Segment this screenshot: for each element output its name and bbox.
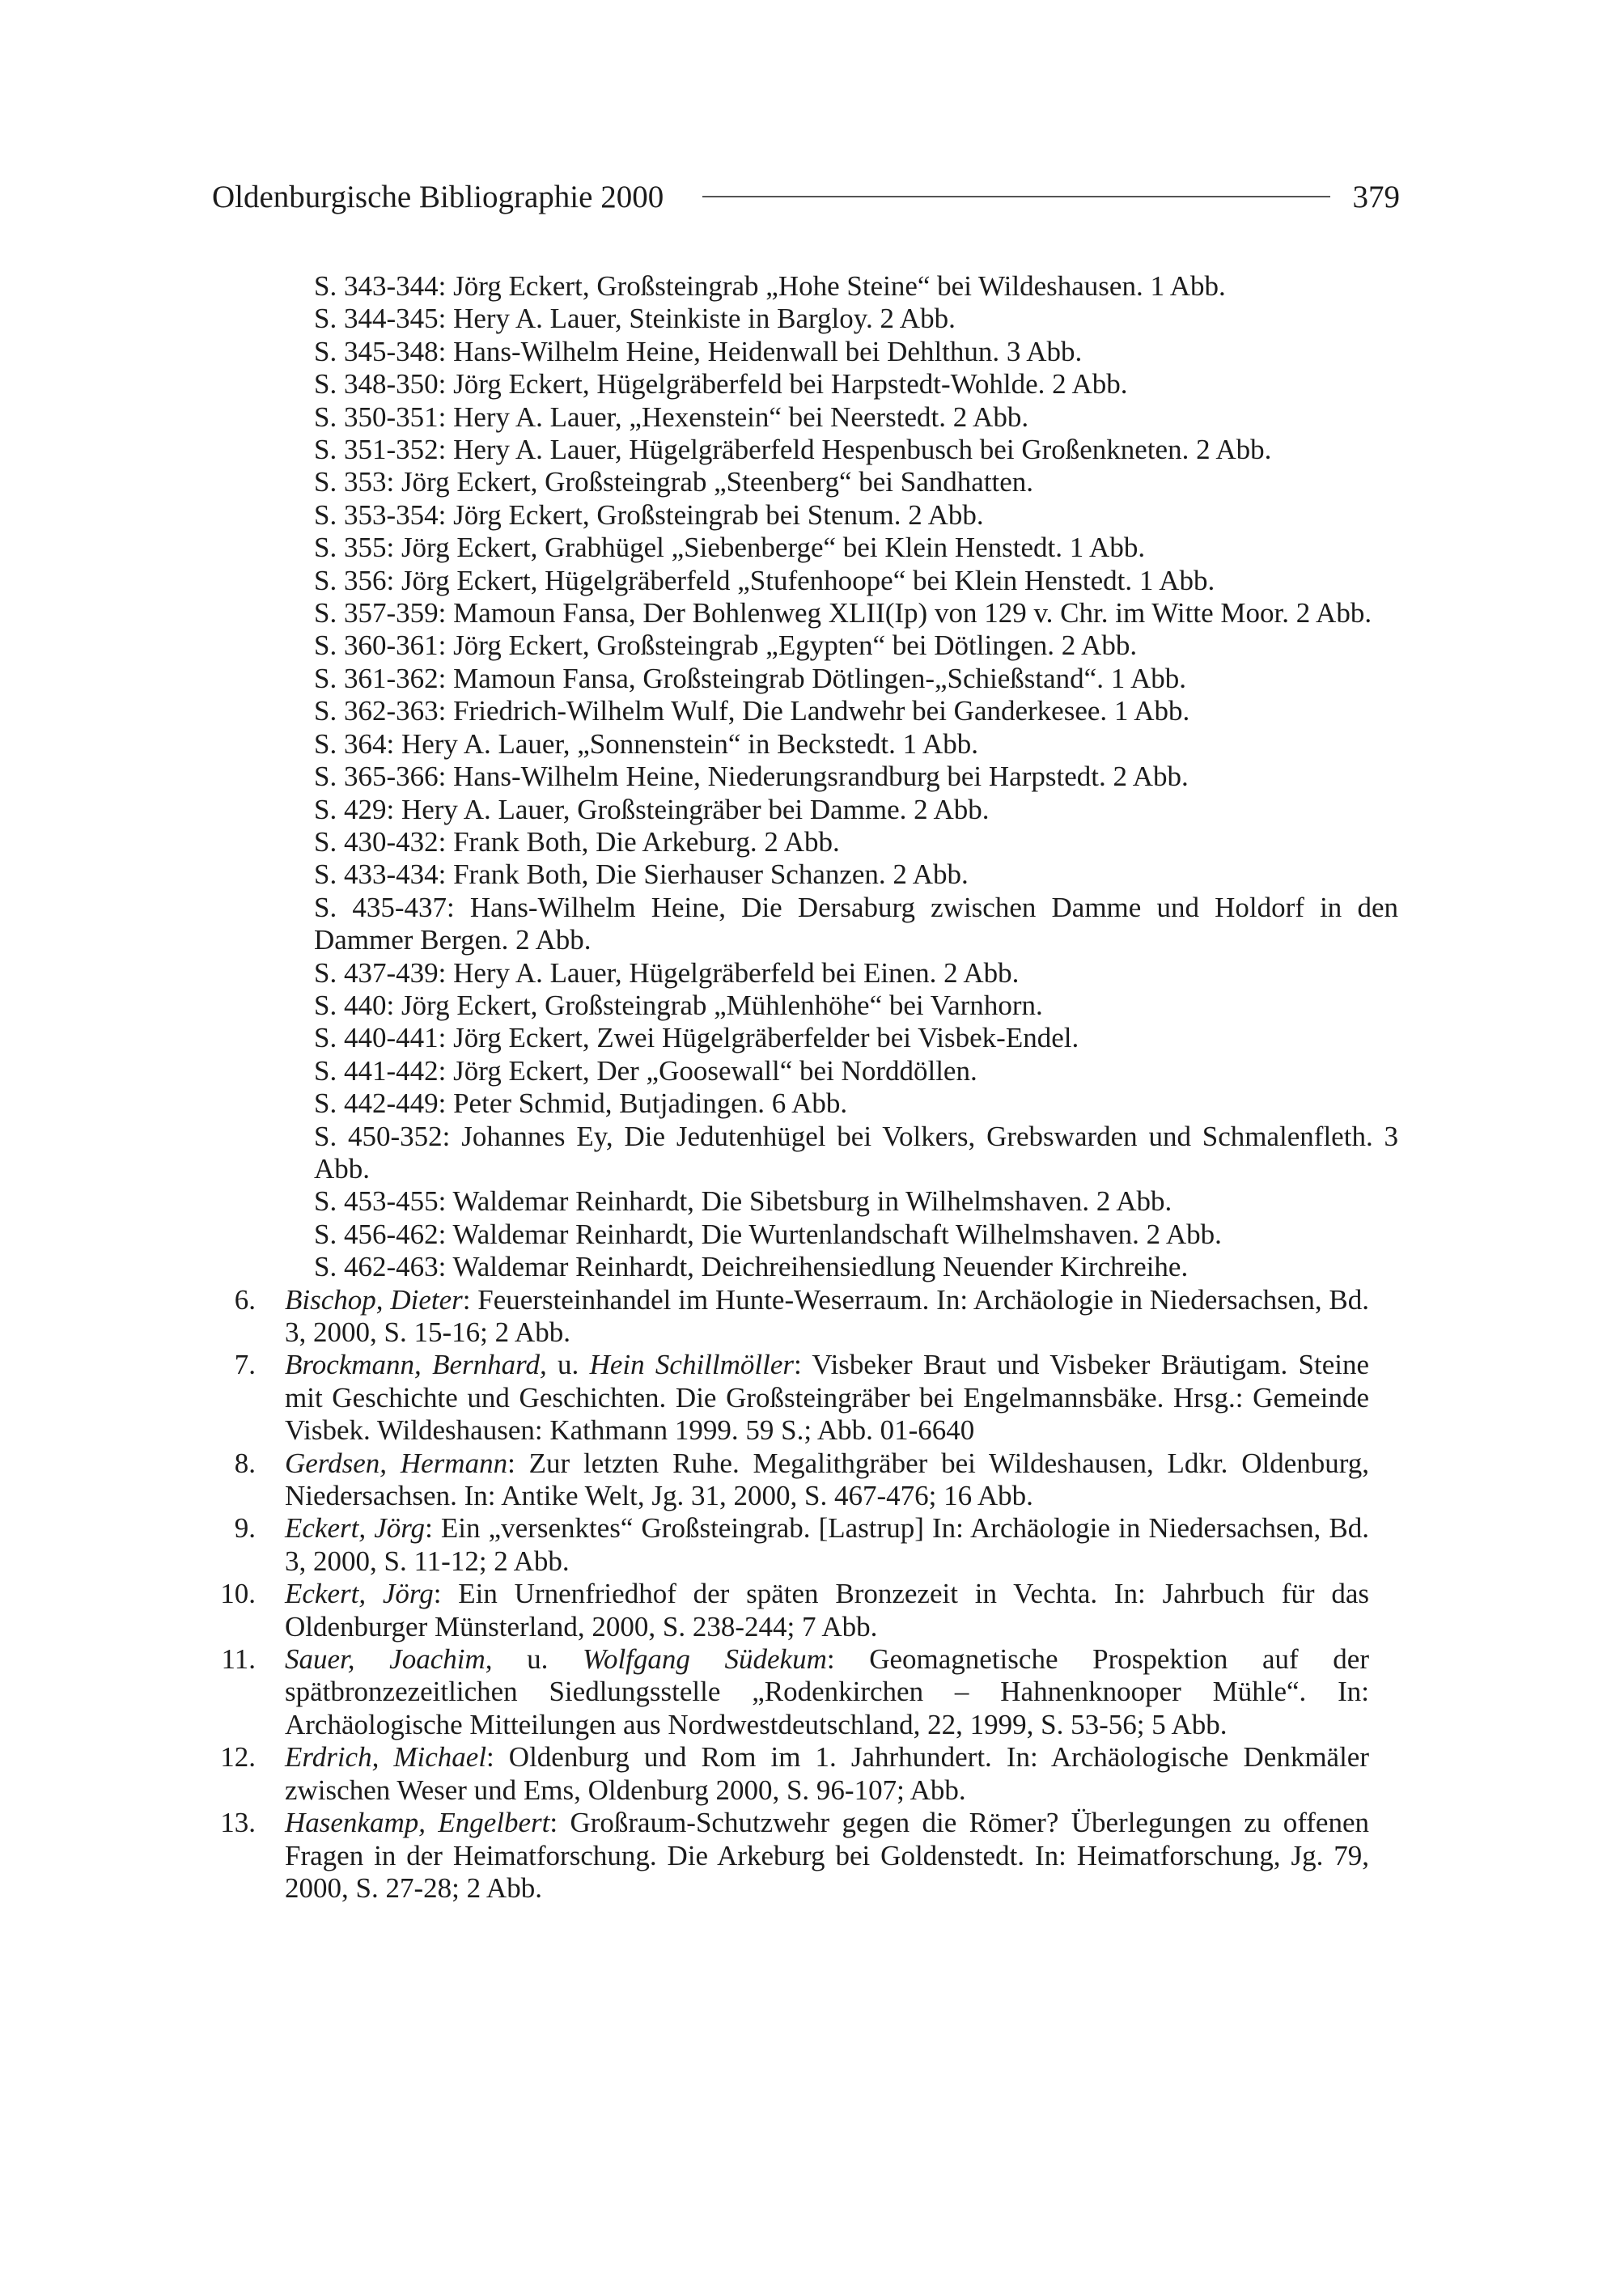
entry-author: Gerdsen, Hermann bbox=[285, 1447, 508, 1479]
page-list-item: S. 441-442: Jörg Eckert, Der „Goosewall“ bei Norddöllen. bbox=[314, 1054, 977, 1087]
entry-number: 13. bbox=[220, 1807, 256, 1839]
page-list-item: S. 353-354: Jörg Eckert, Großsteingrab bei Stenum. 2 Abb. bbox=[314, 498, 984, 531]
page-list-item: S. 433-434: Frank Both, Die Sierhauser Schanzen. 2 Abb. bbox=[314, 858, 969, 891]
running-title: Oldenburgische Bibliographie 2000 bbox=[212, 179, 664, 214]
entry-number: 8. bbox=[234, 1447, 256, 1479]
bibliography-entry bbox=[220, 1741, 1408, 1807]
page-list-item: S. 344-345: Hery A. Lauer, Steinkiste in Bargloy. 2 Abb. bbox=[314, 303, 956, 335]
page-list-item: S. 429: Hery A. Lauer, Großsteingräber bei Damme. 2 Abb. bbox=[314, 793, 990, 825]
bibliography-entry bbox=[220, 1578, 1408, 1643]
entry-number: 6. bbox=[234, 1283, 256, 1316]
entry-author: Erdrich, Michael bbox=[285, 1741, 487, 1774]
entry-author: Sauer, Joachim, bbox=[285, 1643, 493, 1676]
entry-number: 11. bbox=[221, 1643, 256, 1676]
entry-number: 9. bbox=[234, 1512, 256, 1545]
bibliography-entry bbox=[227, 1512, 1408, 1578]
entry-title: : Geomagnetische Prospektion auf der spätbronzezeitlichen Siedlungsstelle „Rodenkirchen – Hahnenknooper Mühle“. In: Archäologische Mitteilungen aus Nordwestdeutschland, 22, 1999, S. 53-56; 5 Abb. bbox=[285, 1643, 1369, 1740]
entry-author: Brockmann, Bernhard, bbox=[285, 1349, 547, 1381]
entry-title: : Großraum-Schutzwehr gegen die Römer? Überlegungen zu offenen Fragen in der Heimatforschung. Die Arkeburg bei Goldenstedt. In: Heimatforschung, Jg. 79, 2000, S. 27-28; 2 Abb. bbox=[285, 1807, 1369, 1904]
page-list-item: S. 361-362: Mamoun Fansa, Großsteingrab Dötlingen-„Schießstand“. 1 Abb. bbox=[314, 662, 1187, 694]
entry-text bbox=[285, 1284, 1369, 1350]
entry-number: 10. bbox=[220, 1578, 256, 1610]
entry-coauthor: Wolfgang Südekum bbox=[583, 1643, 827, 1676]
entry-author: Bischop, Dieter bbox=[285, 1283, 463, 1316]
entry-title: : Ein Urnenfriedhof der späten Bronzezeit in Vechta. In: Jahrbuch für das Oldenburger Münsterland, 2000, S. 238-244; 7 Abb. bbox=[285, 1578, 1369, 1642]
page-number: 379 bbox=[1352, 179, 1400, 214]
entry-text bbox=[285, 1578, 1369, 1643]
page-list-item: S. 343-344: Jörg Eckert, Großsteingrab „Hohe Steine“ bei Wildeshausen. 1 Abb. bbox=[314, 270, 1226, 302]
entry-title: : Visbeker Braut und Visbeker Bräutigam. Steine mit Geschichte und Geschichten. Die Großsteingräber bei Engelmannsbäke. Hrsg.: Gemeinde Visbek. Wildeshausen: Kathmann 1999. 59 S.; Abb. 01-6640 bbox=[285, 1349, 1370, 1447]
page-list-item: S. 456-462: Waldemar Reinhardt, Die Wurtenlandschaft Wilhelmshaven. 2 Abb. bbox=[314, 1218, 1222, 1250]
page-list-item: S. 453-455: Waldemar Reinhardt, Die Sibetsburg in Wilhelmshaven. 2 Abb. bbox=[314, 1185, 1172, 1218]
entry-title: : Oldenburg und Rom im 1. Jahrhundert. In: Archäologische Denkmäler zwischen Weser und Ems, Oldenburg 2000, S. 96-107; Abb. bbox=[285, 1741, 1369, 1806]
page-list-item: S. 351-352: Hery A. Lauer, Hügelgräberfeld Hespenbusch bei Großenkneten. 2 Abb. bbox=[314, 434, 1272, 466]
page-list-item: S. 355: Jörg Eckert, Grabhügel „Siebenberge“ bei Klein Henstedt. 1 Abb. bbox=[314, 532, 1146, 564]
bibliography-entry bbox=[220, 1807, 1408, 1905]
entry-text bbox=[285, 1807, 1369, 1905]
page-list bbox=[314, 270, 1398, 1284]
entry-coauthor: Hein Schillmöller bbox=[589, 1349, 795, 1381]
page-list-item: S. 365-366: Hans-Wilhelm Heine, Niederungsrandburg bei Harpstedt. 2 Abb. bbox=[314, 761, 1189, 793]
page-list-item: S. 364: Hery A. Lauer, „Sonnenstein“ in Beckstedt. 1 Abb. bbox=[314, 727, 978, 760]
page-list-item: S. 462-463: Waldemar Reinhardt, Deichreihensiedlung Neuender Kirchreihe. bbox=[314, 1251, 1189, 1283]
entry-list bbox=[220, 1283, 1408, 1905]
bibliography-entry bbox=[227, 1349, 1408, 1447]
page-list-item: S. 435-437: Hans-Wilhelm Heine, Die Dersaburg zwischen Damme und Holdorf in den Dammer Bergen. 2 Abb. bbox=[314, 891, 1398, 956]
entry-author: Eckert, Jörg bbox=[285, 1578, 434, 1610]
page-list-item: S. 362-363: Friedrich-Wilhelm Wulf, Die Landwehr bei Ganderkesee. 1 Abb. bbox=[314, 695, 1190, 727]
header-rule bbox=[702, 196, 1329, 197]
bibliography-entry bbox=[227, 1284, 1408, 1350]
entry-title: : Ein „versenktes“ Großsteingrab. [Lastrup] In: Archäologie in Niedersachsen, Bd. 3, 2000, S. 11-12; 2 Abb. bbox=[285, 1512, 1369, 1577]
bibliography-entry bbox=[227, 1447, 1408, 1513]
entry-conjunction: u. bbox=[546, 1349, 590, 1381]
page-list-item: S. 440-441: Jörg Eckert, Zwei Hügelgräberfelder bei Visbek-Endel. bbox=[314, 1022, 1079, 1054]
page-list-item: S. 353: Jörg Eckert, Großsteingrab „Steenberg“ bei Sandhatten. bbox=[314, 466, 1034, 498]
page-list-item: S. 450-352: Johannes Ey, Die Jedutenhügel bei Volkers, Grebswarden und Schmalenfleth. 3 Abb. bbox=[314, 1120, 1398, 1185]
page-list-item: S. 437-439: Hery A. Lauer, Hügelgräberfeld bei Einen. 2 Abb. bbox=[314, 956, 1020, 989]
entry-number: 7. bbox=[234, 1349, 256, 1381]
page-list-item: S. 442-449: Peter Schmid, Butjadingen. 6 Abb. bbox=[314, 1087, 848, 1120]
page-list-item: S. 430-432: Frank Both, Die Arkeburg. 2 Abb. bbox=[314, 825, 840, 858]
entry-author: Hasenkamp, Engelbert bbox=[285, 1807, 550, 1839]
page-list-item: S. 357-359: Mamoun Fansa, Der Bohlenweg XLII(Ip) von 129 v. Chr. im Witte Moor. 2 Abb. bbox=[314, 597, 1372, 629]
entry-text bbox=[285, 1447, 1369, 1513]
entry-number: 12. bbox=[220, 1741, 256, 1774]
bibliography-entry bbox=[221, 1643, 1408, 1741]
entry-text bbox=[285, 1643, 1369, 1741]
entry-title: : Feuersteinhandel im Hunte-Weserraum. In: Archäologie in Niedersachsen, Bd. 3, 2000, S. 15-16; 2 Abb. bbox=[285, 1283, 1369, 1348]
entry-conjunction: u. bbox=[492, 1643, 583, 1676]
running-header bbox=[212, 174, 1400, 219]
page-list-item: S. 350-351: Hery A. Lauer, „Hexenstein“ bei Neerstedt. 2 Abb. bbox=[314, 401, 1029, 433]
bibliography-body bbox=[220, 270, 1408, 1905]
entry-title: : Zur letzten Ruhe. Megalithgräber bei Wildeshausen, Ldkr. Oldenburg, Niedersachsen. In: Antike Welt, Jg. 31, 2000, S. 467-476; 16 Abb. bbox=[285, 1447, 1370, 1512]
page-list-item: S. 360-361: Jörg Eckert, Großsteingrab „Egypten“ bei Dötlingen. 2 Abb. bbox=[314, 629, 1138, 662]
entry-author: Eckert, Jörg bbox=[285, 1512, 426, 1545]
page-list-item: S. 356: Jörg Eckert, Hügelgräberfeld „Stufenhoope“ bei Klein Henstedt. 1 Abb. bbox=[314, 564, 1215, 596]
page-list-item: S. 348-350: Jörg Eckert, Hügelgräberfeld bei Harpstedt-Wohlde. 2 Abb. bbox=[314, 368, 1128, 401]
page-list-item: S. 345-348: Hans-Wilhelm Heine, Heidenwall bei Dehlthun. 3 Abb. bbox=[314, 335, 1083, 367]
entry-text bbox=[285, 1512, 1369, 1578]
page-list-item: S. 440: Jörg Eckert, Großsteingrab „Mühlenhöhe“ bei Varnhorn. bbox=[314, 989, 1043, 1021]
entry-text bbox=[285, 1741, 1369, 1807]
entry-text bbox=[285, 1349, 1369, 1447]
